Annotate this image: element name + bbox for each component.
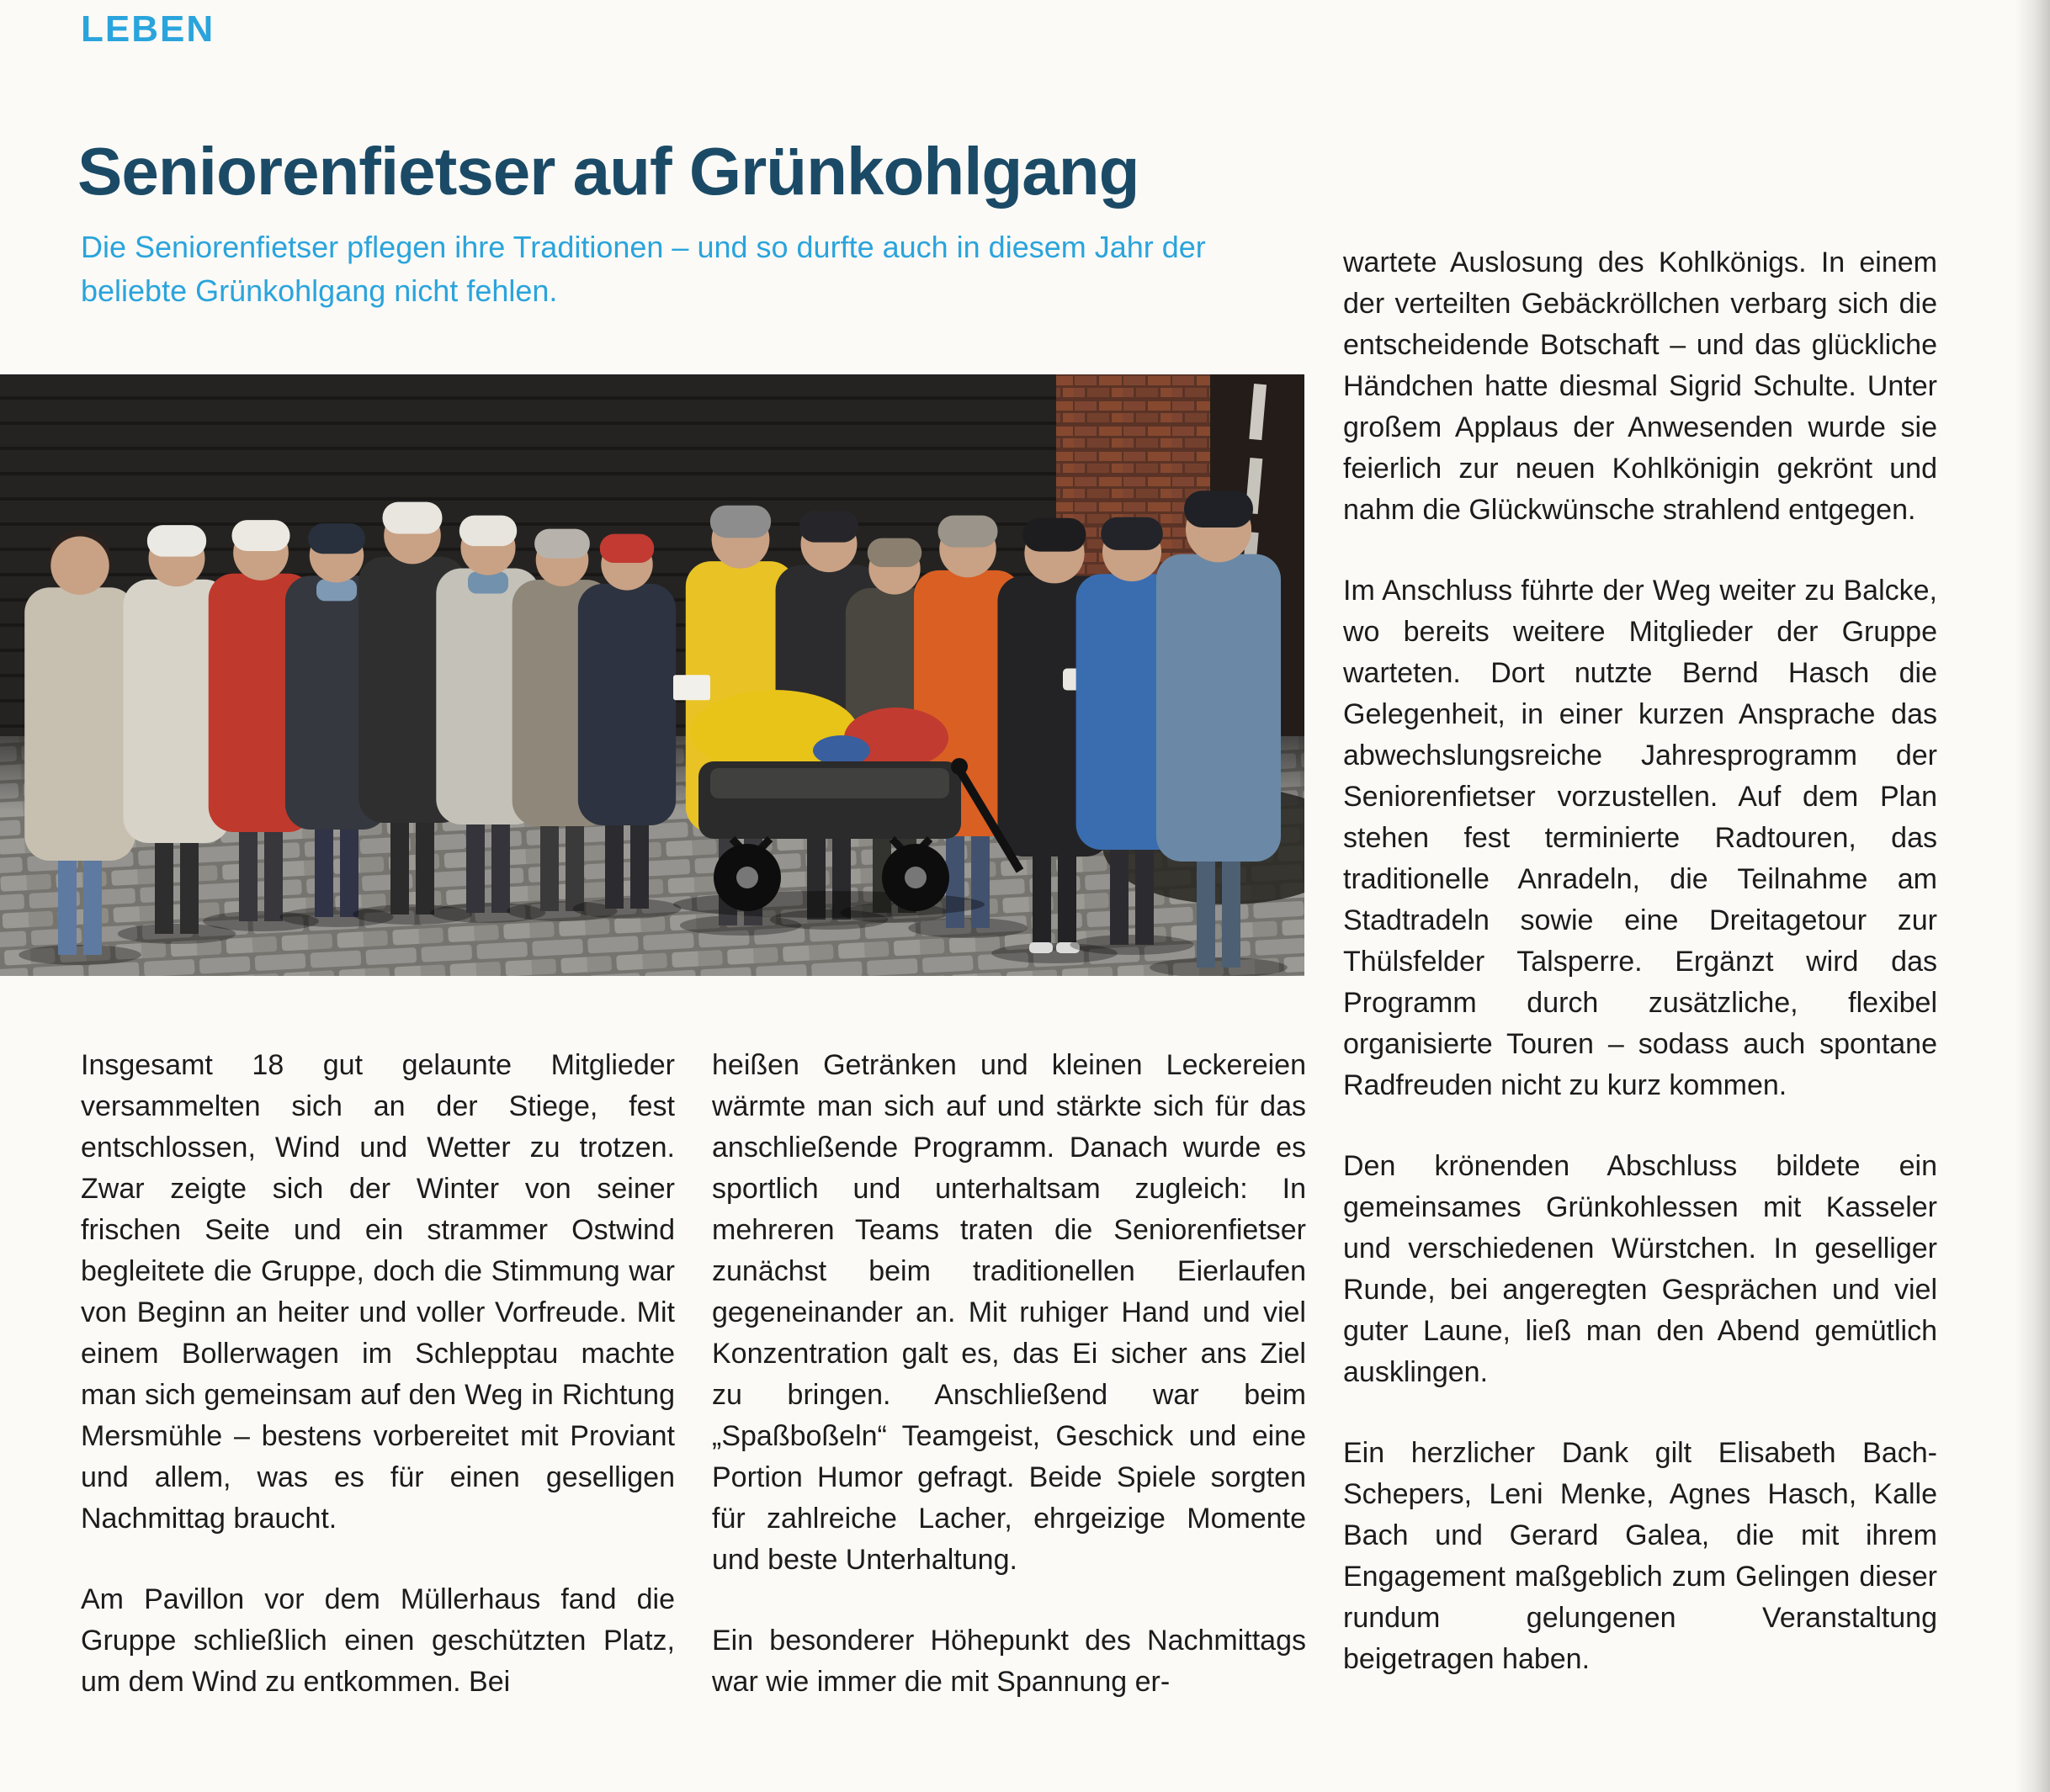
scan-page-edge [2015,0,2050,1792]
text-column-left [81,1045,675,1742]
article-photo-illustration [0,374,1304,976]
article-photo [0,374,1304,976]
text-column-middle [712,1045,1306,1742]
paragraph: heißen Getränken und kleinen Leckereien wärmte man sich auf und stärkte sich für das anschließende Programm. Danach wurde es sportlich und unterhaltsam zugleich: In mehreren Teams traten die Seniorenfietser zunächst beim traditionellen Eierlaufen gegeneinander an. Mit ruhiger Hand und viel Konzentration galt es, das Ei sicher ans Ziel zu bringen. Anschließend war beim „Spaßboßeln“ Teamgeist, Geschick und eine Portion Humor gefragt. Beide Spiele sorgten für zahlreiche Lacher, ehrgeizige Momente und beste Unterhaltung. [712,1049,1306,1576]
section-kicker: LEBEN [81,8,215,50]
text-column-right [1343,242,1937,1720]
paragraph: Den krönenden Abschluss bildete ein gemeinsames Grünkohlessen mit Kasseler und verschiedenen Würstchen. In geselliger Runde, bei angeregten Gesprächen und viel guter Laune, ließ man den Abend gemütlich ausklingen. [1343,1150,1937,1388]
blue-bag [813,735,870,766]
paragraph: Insgesamt 18 gut gelaunte Mitglieder versammelten sich an der Stiege, fest entschlossen, Wind und Wetter zu trotzen. Zwar zeigte sich der Winter von seiner frischen Seite und ein strammer Ostwind begleitete die Gruppe, doch die Stimmung war von Beginn an heiter und voller Vorfreude. Mit einem Bollerwagen im Schlepptau machte man sich gemeinsam auf den Weg in Richtung Mersmühle – bestens vorbereitet mit Proviant und allem, was es für einen geselligen Nachmittag braucht. [81,1049,675,1535]
paragraph: wartete Auslosung des Kohlkönigs. In einem der verteilten Gebäckröllchen verbarg sich die entscheidende Botschaft – und das glückliche Händchen hatte diesmal Sigrid Schulte. Unter großem Applaus der Anwesenden wurde sie feierlich zur neuen Kohlkönigin gekrönt und nahm die Glückwünsche strahlend entgegen. [1343,247,1937,526]
paragraph: Ein herzlicher Dank gilt Elisabeth Bach-Schepers, Leni Menke, Agnes Hasch, Kalle Bach und Gerard Galea, die mit ihrem Engagement maßgeblich zum Gelingen dieser rundum gelungenen Veranstaltung beigetragen haben. [1343,1437,1937,1675]
paragraph: Ein besonderer Höhepunkt des Nachmittags war wie immer die mit Spannung er- [712,1625,1306,1698]
paragraph: Im Anschluss führte der Weg weiter zu Balcke, wo bereits weitere Mitglieder der Gruppe warteten. Dort nutzte Bernd Hasch die Gelegenheit, in einer kurzen Ansprache das abwechslungsreiche Jahresprogramm der Seniorenfietser vorzustellen. Auf dem Plan stehen fest terminierte Radtouren, das traditionelle Anradeln, die Teilnahme am Stadtradeln sowie eine Dreitagetour zur Thülsfelder Talsperre. Ergänzt wird das Programm durch zusätzliche, flexibel organisierte Touren – sodass auch spontane Radfreuden nicht zu kurz kommen. [1343,575,1937,1101]
article-title: Seniorenfietser auf Grünkohlgang [77,133,1139,209]
paragraph: Am Pavillon vor dem Müllerhaus fand die Gruppe schließlich einen geschützten Platz, um dem Wind zu entkommen. Bei [81,1583,675,1698]
article-standfirst: Die Seniorenfietser pflegen ihre Traditionen – und so durfte auch in diesem Jahr der beliebte Grünkohlgang nicht fehlen. [81,230,1206,308]
